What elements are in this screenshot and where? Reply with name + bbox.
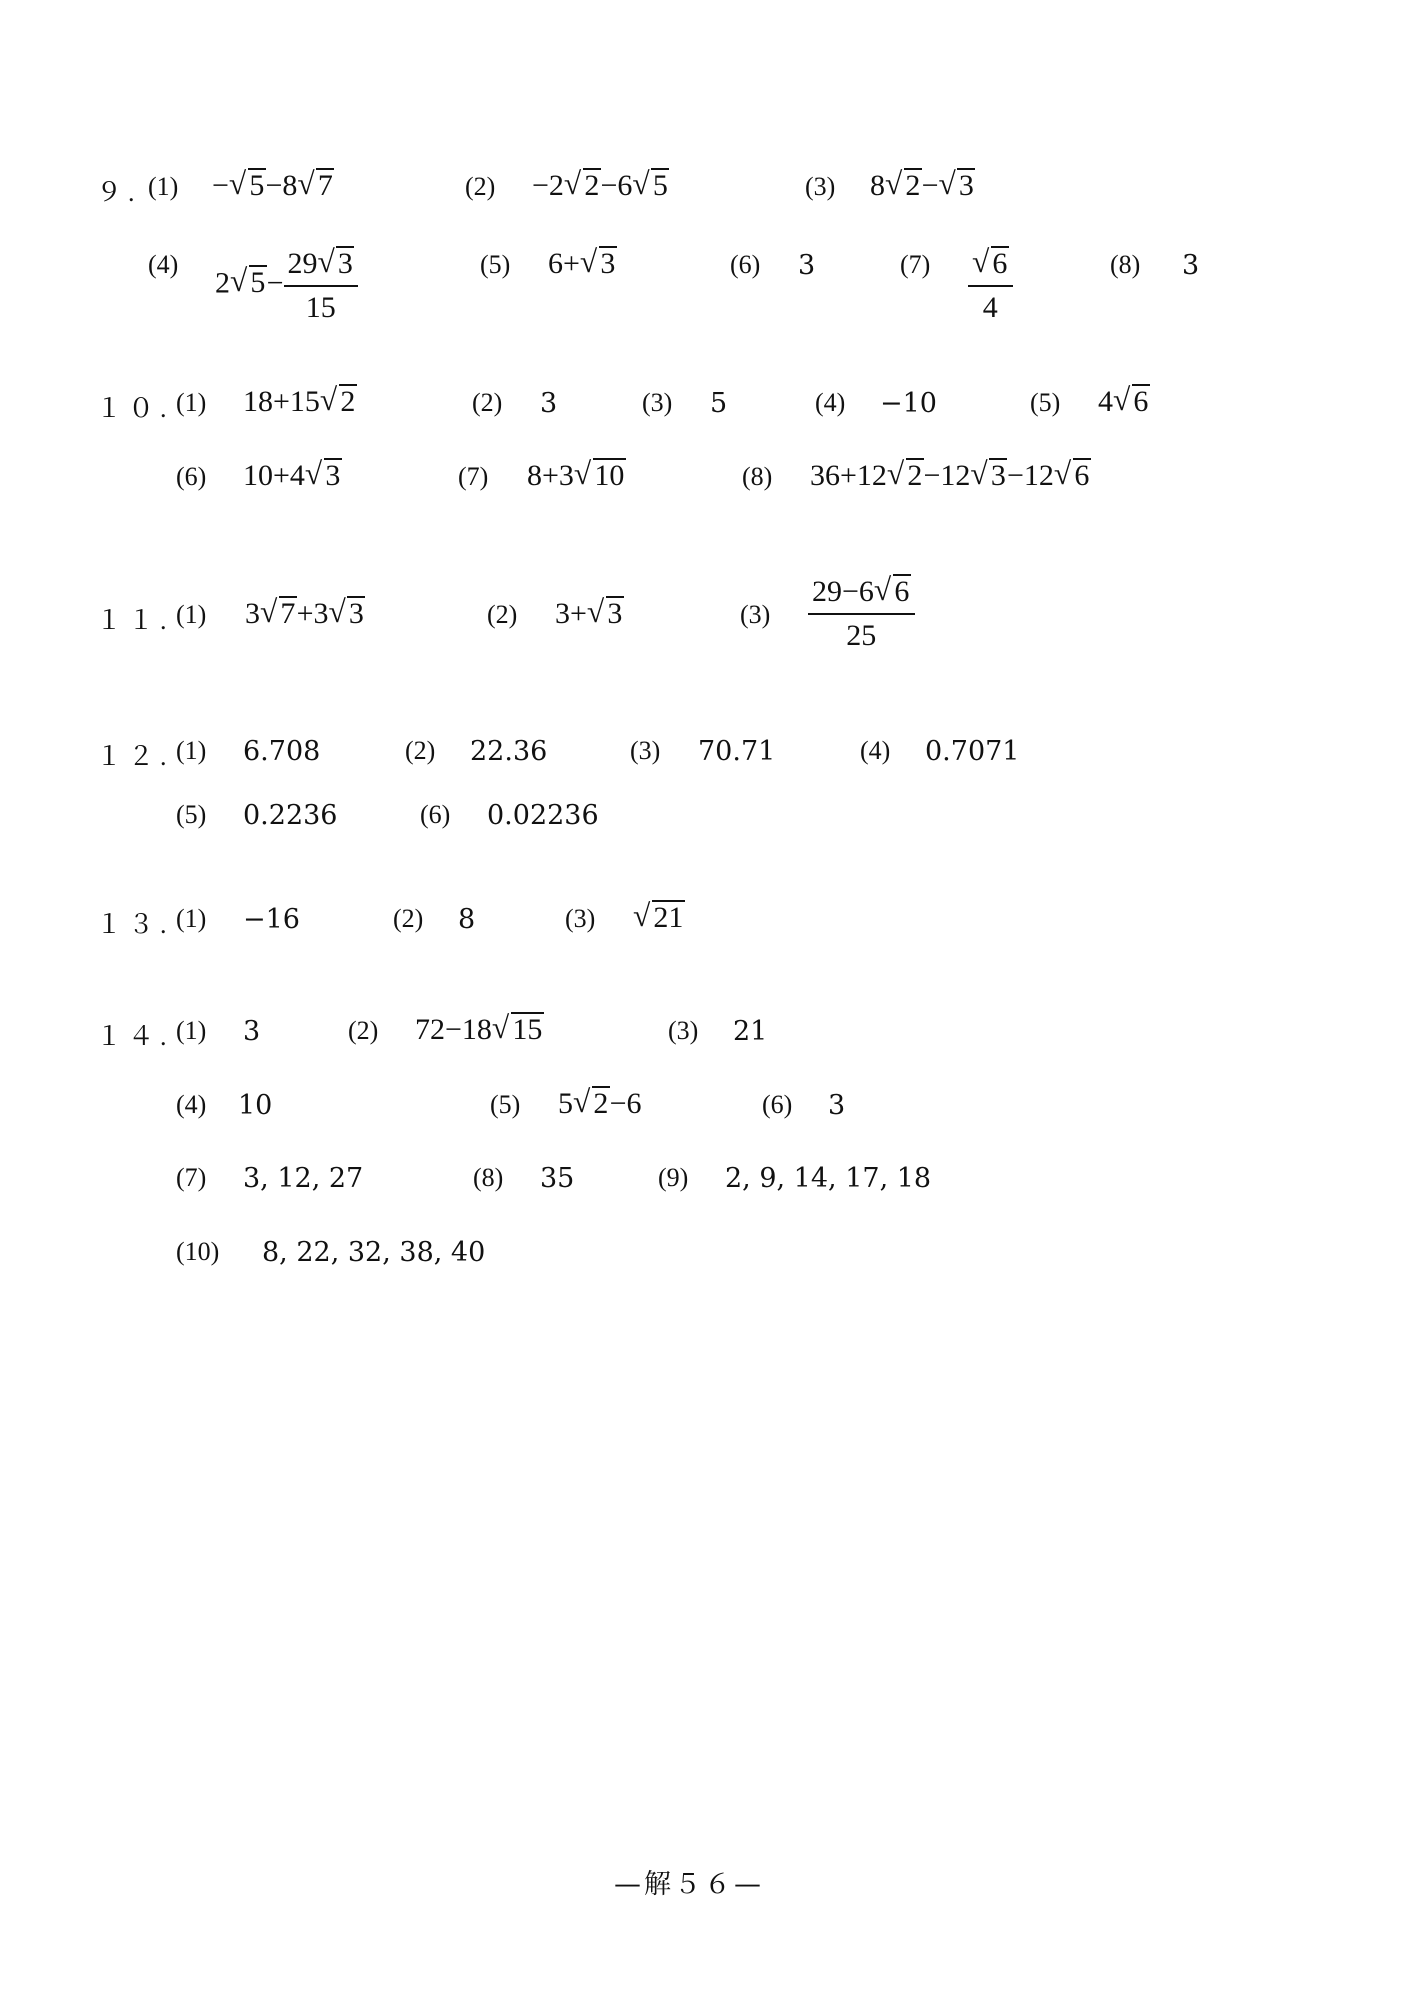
answer: −2 √ 2−6 √ 5 — [532, 166, 668, 203]
answer: 2, 9, 14, 17, 18 — [725, 1163, 932, 1194]
part-label: (1) — [176, 736, 207, 765]
part-label: (5) — [1030, 388, 1061, 417]
answer: 0.7071 — [925, 736, 1020, 767]
part-label: (2) — [393, 904, 424, 933]
answer: 18+15 √ 2 — [243, 382, 356, 419]
answer: 3 — [798, 250, 816, 281]
answer: 3 — [828, 1090, 846, 1121]
answer: 35 — [540, 1163, 575, 1194]
part-label: (7) — [900, 250, 931, 279]
answer: 3 √ 7+3 √ 3 — [245, 594, 364, 631]
part-label: (2) — [465, 172, 496, 201]
part-label: (1) — [176, 388, 207, 417]
problem-number: １１. — [96, 606, 173, 635]
answer: 29−6 √ 6 25 — [808, 574, 915, 653]
answer: 10+4 √ 3 — [243, 456, 341, 493]
answer: 2 √ 5− 29 √ 3 15 — [215, 246, 358, 325]
answer: 0.2236 — [243, 800, 338, 831]
problem-number: １０. — [96, 394, 173, 423]
part-label: (2) — [487, 600, 518, 629]
answer: 8, 22, 32, 38, 40 — [262, 1237, 486, 1268]
part-label: (5) — [176, 800, 207, 829]
page-footer: —解５６— — [614, 1869, 764, 1900]
part-label: (6) — [762, 1090, 793, 1119]
part-label: (4) — [860, 736, 891, 765]
answer: − √ 5−8 √ 7 — [212, 166, 333, 203]
answer: 10 — [238, 1090, 273, 1121]
part-label: (5) — [490, 1090, 521, 1119]
problem-number: １４. — [96, 1022, 173, 1051]
part-label: (6) — [730, 250, 761, 279]
answer: 3, 12, 27 — [243, 1163, 364, 1194]
part-label: (8) — [473, 1163, 504, 1192]
answer: 8 — [458, 904, 476, 935]
answer: 3 — [540, 388, 558, 419]
part-label: (4) — [176, 1090, 207, 1119]
part-label: (3) — [630, 736, 661, 765]
part-label: (4) — [815, 388, 846, 417]
part-label: (3) — [805, 172, 836, 201]
problem-number: １３. — [96, 910, 173, 939]
answer: −16 — [243, 904, 300, 935]
part-label: (2) — [472, 388, 503, 417]
answer: 4 √ 6 — [1098, 382, 1149, 419]
part-label: (4) — [148, 250, 179, 279]
answer: 5 — [710, 388, 728, 419]
part-label: (3) — [565, 904, 596, 933]
answer: 6+ √ 3 — [548, 244, 616, 281]
answer: 22.36 — [470, 736, 548, 767]
problem-number: ９. — [96, 178, 141, 207]
answer: √ 6 4 — [968, 246, 1013, 325]
part-label: (3) — [668, 1016, 699, 1045]
answer: 5 √ 2−6 — [558, 1084, 642, 1121]
answer: −10 — [880, 388, 937, 419]
answer: 6.708 — [243, 736, 321, 767]
part-label: (5) — [480, 250, 511, 279]
answer: 8+3 √ 10 — [527, 456, 625, 493]
part-label: (1) — [176, 904, 207, 933]
part-label: (2) — [405, 736, 436, 765]
answer: 36+12 √ 2−12 √ 3−12 √ 6 — [810, 456, 1090, 493]
part-label: (1) — [176, 1016, 207, 1045]
part-label: (8) — [742, 462, 773, 491]
answer: 3 — [1182, 250, 1200, 281]
part-label: (6) — [420, 800, 451, 829]
answer: 0.02236 — [487, 800, 599, 831]
answer: √ 21 — [633, 898, 684, 935]
part-label: (9) — [658, 1163, 689, 1192]
part-label: (10) — [176, 1237, 220, 1266]
part-label: (8) — [1110, 250, 1141, 279]
part-label: (6) — [176, 462, 207, 491]
part-label: (1) — [148, 172, 179, 201]
answer: 3 — [243, 1016, 261, 1047]
part-label: (7) — [458, 462, 489, 491]
part-label: (1) — [176, 600, 207, 629]
answer: 8 √ 2− √ 3 — [870, 166, 974, 203]
part-label: (2) — [348, 1016, 379, 1045]
part-label: (3) — [642, 388, 673, 417]
part-label: (7) — [176, 1163, 207, 1192]
answer: 70.71 — [698, 736, 776, 767]
answer: 21 — [733, 1016, 768, 1047]
problem-number: １２. — [96, 742, 173, 771]
part-label: (3) — [740, 600, 771, 629]
answer: 72−18 √ 15 — [415, 1010, 543, 1047]
answer: 3+ √ 3 — [555, 594, 623, 631]
